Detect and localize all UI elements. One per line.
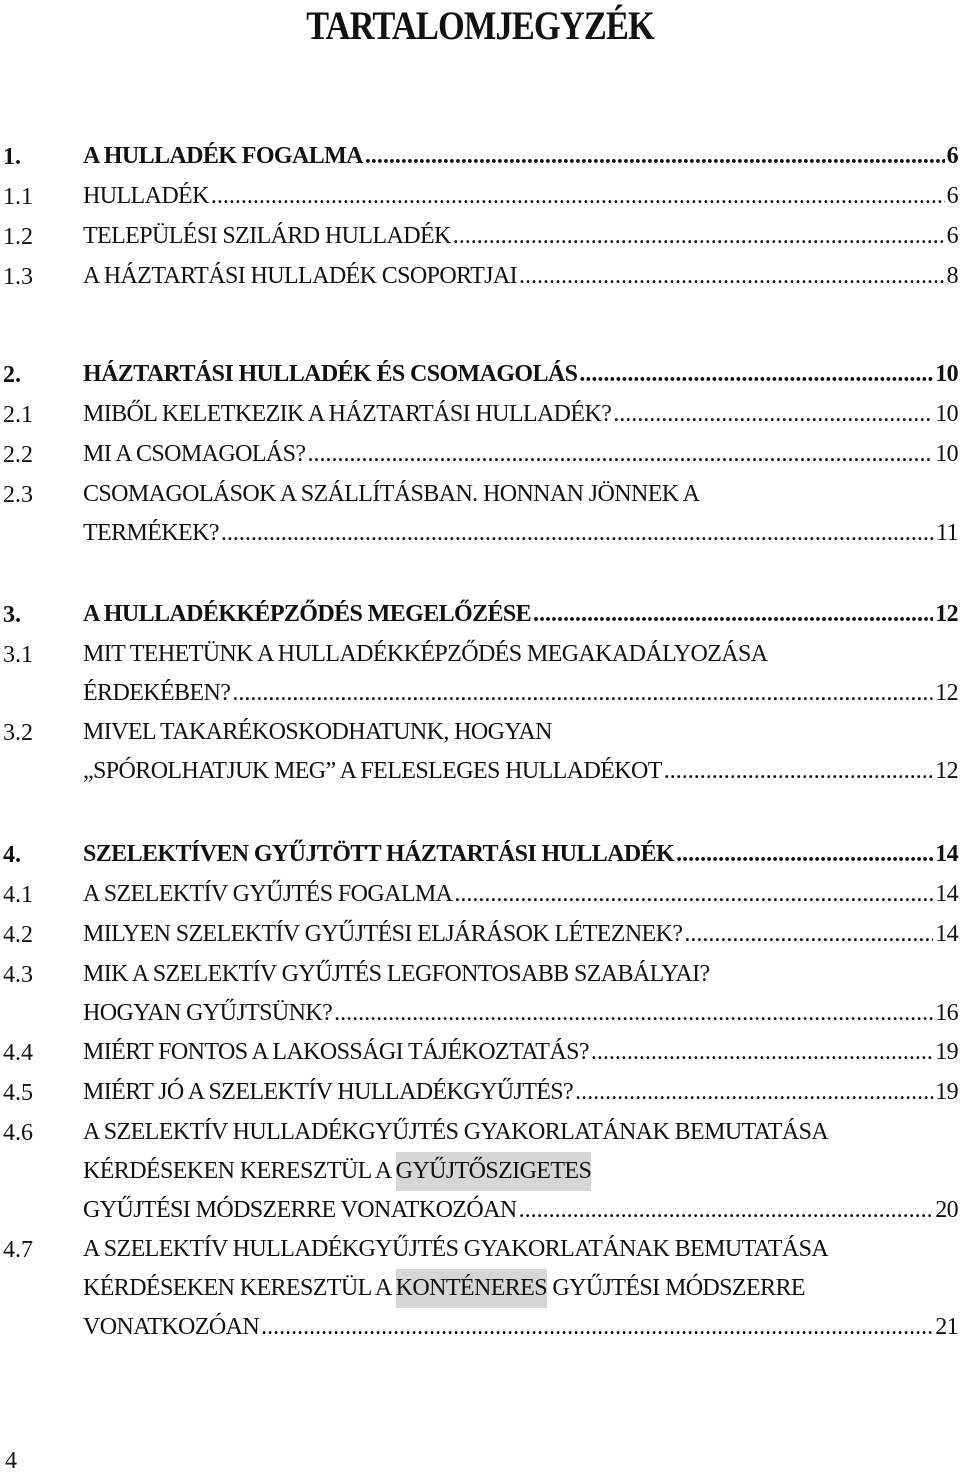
toc-entry[interactable] [0, 875, 958, 915]
dot-leader [334, 994, 933, 1033]
toc-entry[interactable] [0, 355, 958, 395]
toc-section [0, 137, 958, 297]
entry-page: 19 [935, 1039, 958, 1065]
toc-entry[interactable] [0, 915, 958, 955]
entry-text: MIÉRT FONTOS A LAKOSSÁGI TÁJÉKOZTATÁS? [83, 1039, 589, 1065]
entry-page: 19 [935, 1079, 958, 1105]
entry-page: 14 [935, 881, 958, 907]
toc-entry[interactable] [0, 1113, 958, 1230]
toc-entry[interactable] [0, 595, 958, 635]
entry-text: KÉRDÉSEKEN KERESZTÜL A [83, 1275, 396, 1301]
entry-page: 10 [935, 401, 958, 427]
entry-line [83, 257, 958, 296]
dot-leader [519, 1191, 934, 1230]
entry-text: GYŰJTÉSI MÓDSZERRE VONATKOZÓAN [83, 1197, 517, 1223]
dot-leader [211, 177, 945, 216]
entry-page: 6 [946, 143, 958, 169]
entry-body [83, 137, 958, 177]
dot-leader [454, 875, 933, 914]
entry-page: 6 [946, 223, 958, 249]
dot-leader [579, 355, 933, 394]
dot-leader [613, 395, 933, 434]
entry-line [83, 1033, 958, 1072]
entry-line [83, 835, 958, 874]
entry-body [83, 257, 958, 297]
entry-line [83, 595, 958, 634]
dot-leader [664, 752, 933, 791]
entry-text: „SPÓROLHATJUK MEG” A FELESLEGES HULLADÉKOT [83, 758, 662, 784]
entry-body [83, 915, 958, 955]
dot-leader [591, 1033, 933, 1072]
entry-line [83, 1230, 958, 1269]
entry-text: A HÁZTARTÁSI HULLADÉK CSOPORTJAI [83, 263, 517, 289]
entry-number: 3. [3, 602, 21, 628]
entry-number: 4.4 [3, 1040, 33, 1066]
entry-line [83, 177, 958, 216]
entry-line [83, 1269, 958, 1308]
entry-text: HÁZTARTÁSI HULLADÉK ÉS CSOMAGOLÁS [83, 361, 578, 387]
entry-number: 3.2 [3, 720, 33, 746]
entry-text: HOGYAN GYŰJTSÜNK? [83, 1000, 333, 1026]
entry-line [83, 1113, 958, 1152]
entry-text: HULLADÉK [83, 183, 209, 209]
highlighted-text: KONTÉNERES [396, 1269, 547, 1308]
entry-body [83, 177, 958, 217]
entry-body [83, 875, 958, 915]
toc-entry[interactable] [0, 1033, 958, 1073]
entry-number: 2.1 [3, 402, 33, 428]
dot-leader [684, 915, 933, 954]
entry-number: 2.2 [3, 442, 33, 468]
entry-body [83, 217, 958, 257]
entry-body [83, 835, 958, 875]
entry-line [83, 514, 958, 553]
toc-section [0, 355, 958, 553]
dot-leader [232, 674, 933, 713]
entry-text: VONATKOZÓAN [83, 1314, 260, 1340]
entry-line [83, 1191, 958, 1230]
entry-line [83, 137, 958, 176]
entry-body [83, 635, 958, 713]
entry-number: 4.3 [3, 962, 33, 988]
entry-page: 6 [946, 183, 958, 209]
entry-text: A HULLADÉK FOGALMA [83, 143, 363, 169]
entry-line [83, 1073, 958, 1112]
entry-body [83, 435, 958, 475]
entry-text: MIK A SZELEKTÍV GYŰJTÉS LEGFONTOSABB SZABÁLYAI? [83, 961, 710, 987]
entry-text: MIVEL TAKARÉKOSKODHATUNK, HOGYAN [83, 719, 552, 745]
entry-page: 16 [935, 1000, 958, 1026]
entry-text: KÉRDÉSEKEN KERESZTÜL A [83, 1158, 396, 1184]
toc-entry[interactable] [0, 395, 958, 435]
entry-page: 14 [935, 841, 958, 867]
entry-line [83, 475, 958, 514]
dot-leader [307, 435, 933, 474]
entry-line [83, 915, 958, 954]
dot-leader [533, 595, 933, 634]
entry-text: TELEPÜLÉSI SZILÁRD HULLADÉK [83, 223, 451, 249]
entry-page: 20 [935, 1197, 958, 1223]
entry-number: 1.2 [3, 224, 33, 250]
entry-body [83, 1073, 958, 1113]
entry-line [83, 752, 958, 791]
entry-number: 2.3 [3, 482, 33, 508]
entry-number: 1.1 [3, 184, 33, 210]
toc-entry[interactable] [0, 1073, 958, 1113]
toc-entry[interactable] [0, 257, 958, 297]
entry-page: 10 [935, 441, 958, 467]
dot-leader [365, 137, 945, 176]
entry-text: MIÉRT JÓ A SZELEKTÍV HULLADÉKGYŰJTÉS? [83, 1079, 574, 1105]
entry-number: 4.1 [3, 882, 33, 908]
entry-number: 1.3 [3, 264, 33, 290]
entry-text: MI A CSOMAGOLÁS? [83, 441, 306, 467]
entry-text: A HULLADÉKKÉPZŐDÉS MEGELŐZÉSE [83, 601, 532, 627]
toc-entry[interactable] [0, 955, 958, 1033]
entry-line [83, 635, 958, 674]
entry-text: TERMÉKEK? [83, 520, 219, 546]
toc-entry[interactable] [0, 1230, 958, 1347]
entry-text: A SZELEKTÍV GYŰJTÉS FOGALMA [83, 881, 453, 907]
entry-page: 11 [936, 520, 958, 546]
entry-text: A SZELEKTÍV HULLADÉKGYŰJTÉS GYAKORLATÁNAK BEMUTATÁSA [83, 1119, 829, 1145]
entry-number: 4.6 [3, 1120, 33, 1146]
entry-line [83, 1152, 958, 1191]
entry-body [83, 475, 958, 553]
toc-section [0, 595, 958, 791]
toc-entry[interactable] [0, 635, 958, 713]
entry-page: 12 [935, 758, 958, 784]
toc-entry[interactable] [0, 713, 958, 791]
entry-page: 21 [935, 1314, 958, 1340]
table-of-contents [0, 137, 958, 1405]
entry-text: MIBŐL KELETKEZIK A HÁZTARTÁSI HULLADÉK? [83, 401, 612, 427]
page-title: TARTALOMJEGYZÉK [306, 3, 654, 48]
entry-page: 14 [935, 921, 958, 947]
dot-leader [453, 217, 945, 256]
toc-entry[interactable] [0, 177, 958, 217]
entry-page: 12 [935, 680, 958, 706]
entry-number: 4.5 [3, 1080, 33, 1106]
entry-number: 4. [3, 842, 21, 868]
page-number: 4 [5, 1448, 17, 1474]
toc-entry[interactable] [0, 475, 958, 553]
dot-leader [676, 835, 933, 874]
toc-section [0, 835, 958, 1347]
entry-body [83, 713, 958, 791]
toc-entry[interactable] [0, 217, 958, 257]
entry-page: 10 [935, 361, 958, 387]
toc-entry[interactable] [0, 835, 958, 875]
entry-line [83, 674, 958, 713]
entry-text: SZELEKTÍVEN GYŰJTÖTT HÁZTARTÁSI HULLADÉK [83, 841, 675, 867]
entry-line [83, 1308, 958, 1347]
dot-leader [519, 257, 945, 296]
entry-body [83, 395, 958, 435]
entry-line [83, 435, 958, 474]
entry-body [83, 355, 958, 395]
entry-number: 3.1 [3, 642, 33, 668]
dot-leader [221, 514, 934, 553]
entry-line [83, 994, 958, 1033]
toc-entry[interactable] [0, 137, 958, 177]
entry-number: 4.2 [3, 922, 33, 948]
entry-body [83, 955, 958, 1033]
entry-text: MILYEN SZELEKTÍV GYŰJTÉSI ELJÁRÁSOK LÉTEZNEK? [83, 921, 683, 947]
entry-number: 1. [3, 144, 21, 170]
entry-body [83, 1113, 958, 1230]
dot-leader [575, 1073, 933, 1112]
entry-number: 4.7 [3, 1237, 33, 1263]
entry-line [83, 395, 958, 434]
entry-body [83, 1033, 958, 1073]
entry-body [83, 1230, 958, 1347]
toc-entry[interactable] [0, 435, 958, 475]
entry-text: MIT TEHETÜNK A HULLADÉKKÉPZŐDÉS MEGAKADÁLYOZÁSA [83, 641, 768, 667]
entry-text: A SZELEKTÍV HULLADÉKGYŰJTÉS GYAKORLATÁNAK BEMUTATÁSA [83, 1236, 829, 1262]
highlighted-text: GYŰJTŐSZIGETES [396, 1152, 592, 1191]
entry-line [83, 217, 958, 256]
entry-text: CSOMAGOLÁSOK A SZÁLLÍTÁSBAN. HONNAN JÖNNEK A [83, 481, 700, 507]
entry-line [83, 713, 958, 752]
entry-body [83, 595, 958, 635]
entry-number: 2. [3, 362, 21, 388]
entry-line [83, 875, 958, 914]
entry-line [83, 955, 958, 994]
entry-page: 12 [935, 601, 958, 627]
dot-leader [261, 1308, 933, 1347]
entry-text: GYŰJTÉSI MÓDSZERRE [546, 1275, 805, 1301]
entry-line [83, 355, 958, 394]
entry-text: ÉRDEKÉBEN? [83, 680, 231, 706]
entry-page: 8 [946, 263, 958, 289]
